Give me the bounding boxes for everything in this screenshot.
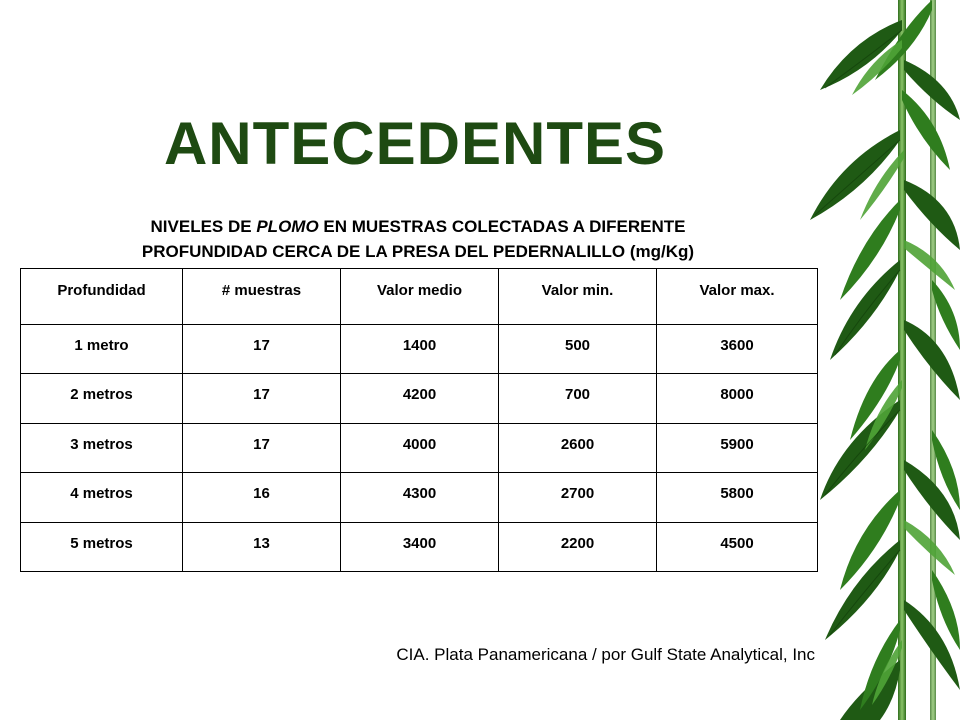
cell-valor-medio: 4300 xyxy=(341,473,499,522)
header-valor-medio: Valor medio xyxy=(341,269,499,325)
cell-valor-medio: 4200 xyxy=(341,374,499,423)
table-row xyxy=(21,374,818,423)
cell-profundidad: 5 metros xyxy=(21,522,183,571)
cell-valor-min: 2200 xyxy=(499,522,657,571)
cell-valor-min: 700 xyxy=(499,374,657,423)
caption-text-after: EN MUESTRAS COLECTADAS A DIFERENTE xyxy=(318,217,686,236)
caption-line-2: PROFUNDIDAD CERCA DE LA PRESA DEL PEDERNALILLO (mg/Kg) xyxy=(141,242,695,261)
cell-profundidad: 3 metros xyxy=(21,423,183,472)
cell-muestras: 17 xyxy=(183,423,341,472)
header-muestras: # muestras xyxy=(183,269,341,325)
cell-valor-max: 3600 xyxy=(657,325,818,374)
header-valor-max: Valor max. xyxy=(657,269,818,325)
cell-valor-min: 500 xyxy=(499,325,657,374)
slide-title: ANTECEDENTES xyxy=(163,110,667,177)
cell-valor-medio: 3400 xyxy=(341,522,499,571)
table-row xyxy=(21,522,818,571)
cell-valor-max: 4500 xyxy=(657,522,818,571)
cell-profundidad: 1 metro xyxy=(74,337,129,354)
header-profundidad: Profundidad xyxy=(21,269,183,325)
table-row xyxy=(21,423,818,472)
cell-muestras: 16 xyxy=(183,473,341,522)
cell-valor-min: 2700 xyxy=(499,473,657,522)
table-row xyxy=(21,473,818,522)
cell-muestras: 17 xyxy=(183,325,341,374)
header-valor-min: Valor min. xyxy=(499,269,657,325)
cell-valor-min: 2600 xyxy=(499,423,657,472)
cell-muestras: 17 xyxy=(183,374,341,423)
table-header-row xyxy=(21,269,818,325)
lead-levels-table xyxy=(20,268,818,572)
cell-valor-medio: 1400 xyxy=(341,325,499,374)
caption-emphasis: PLOMO xyxy=(256,217,319,236)
cell-valor-max: 5800 xyxy=(657,473,818,522)
caption-line-1 xyxy=(20,214,816,239)
table-caption xyxy=(20,214,816,264)
cell-valor-max: 5900 xyxy=(657,423,818,472)
cell-profundidad: 2 metros xyxy=(21,374,183,423)
source-credit: CIA. Plata Panamericana / por Gulf State Analytical, Inc xyxy=(396,645,815,664)
cell-valor-medio: 4000 xyxy=(341,423,499,472)
table-row xyxy=(21,325,818,374)
cell-muestras: 13 xyxy=(183,522,341,571)
caption-text-before: NIVELES DE xyxy=(150,217,257,236)
cell-valor-max: 8000 xyxy=(657,374,818,423)
cell-profundidad: 4 metros xyxy=(21,473,183,522)
